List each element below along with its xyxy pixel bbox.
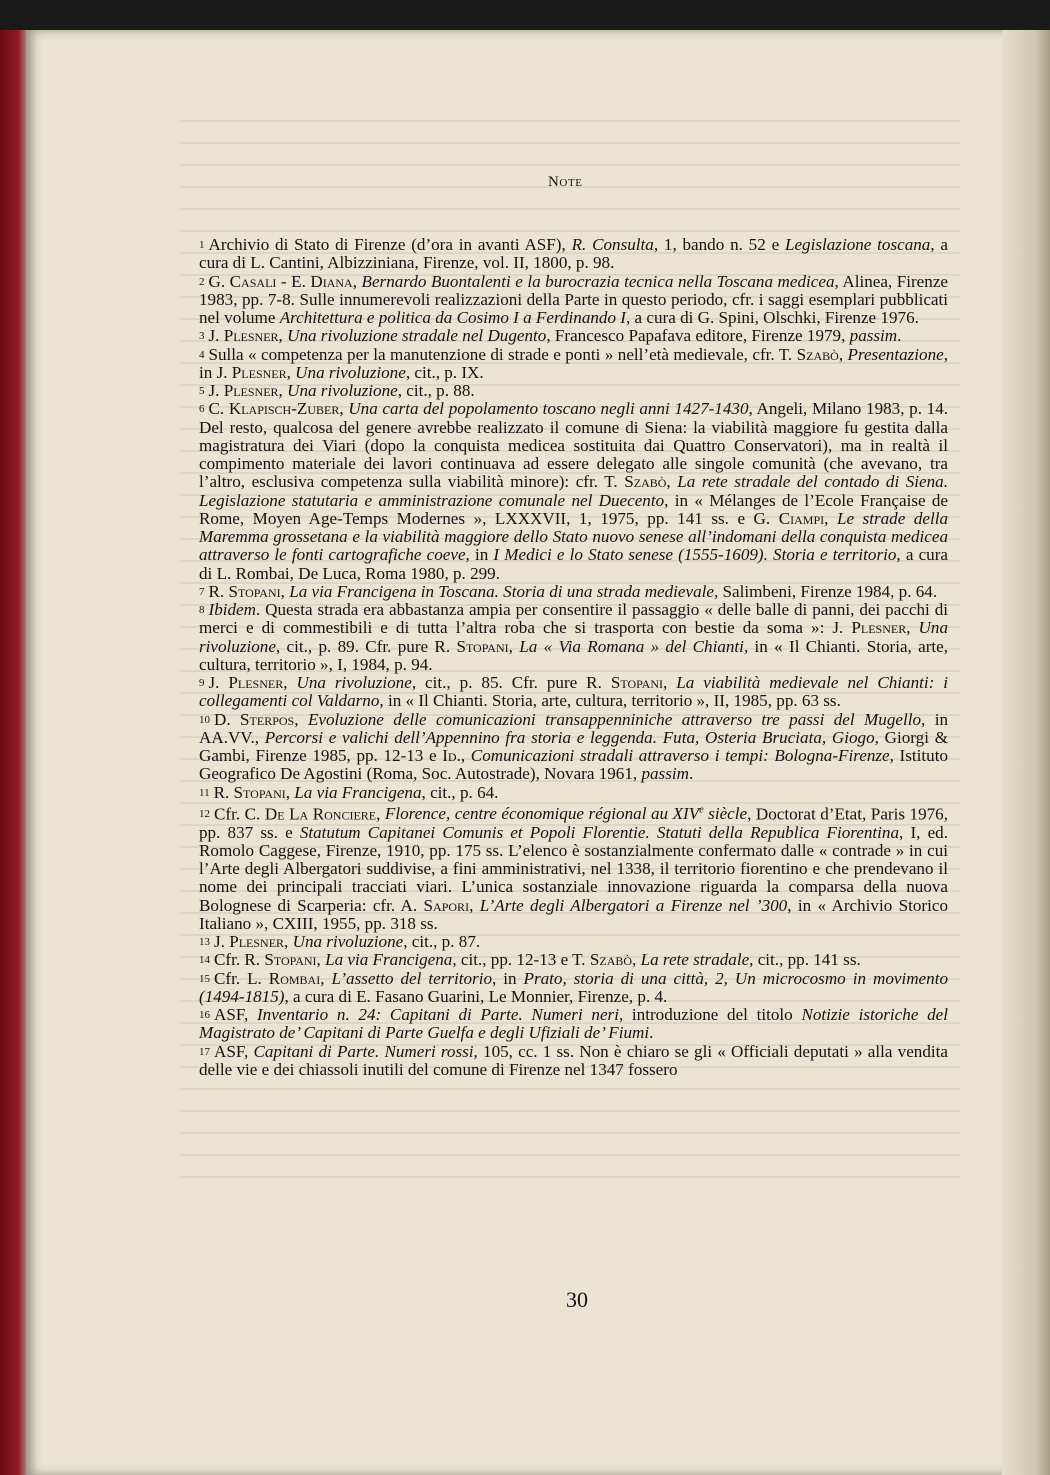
footnote-number: 4 bbox=[199, 348, 205, 361]
footnote-number: 14 bbox=[199, 954, 210, 967]
footnote-text: R. Stopani, La via Francigena, cit., p. 64. bbox=[213, 782, 499, 802]
footnote-text: R. Stopani, La via Francigena in Toscana. Storia di una strada medievale, Salimbeni, Firenze 1984, p. 64. bbox=[208, 581, 938, 601]
footnote-number: 6 bbox=[199, 403, 205, 416]
footnote-text: Cfr. C. De La Ronciere, Florence, centre économique régional au XIVe siècle, Doctorat d’Etat, Paris 1976, pp. 837 ss. e Statutum Capitanei Comunis et Popoli Florentie. Statuti della Republica Fiorentina, I, ed. Romolo Caggese, Firenze, 1910, pp. 175 ss. L’elenco è sostanzialmente confermato dalle « contrade » in cui l’Arte degli Albergatori suddivise, a fini amministrativi, nel 1338, il territorio fiorentino e che prendevano il nome dei principali tracciati viari. L’unica sostanziale innovazione riguarda la comparsa della nuova Bolognese di Scarperia: cfr. A. Sapori, L’Arte degli Albergatori a Firenze nel ’300, in « Archivio Storico Italiano », CXIII, 1955, pp. 318 ss. bbox=[199, 804, 949, 933]
footnote-number: 3 bbox=[199, 330, 205, 343]
footnote-number: 13 bbox=[199, 936, 210, 949]
footnote bbox=[199, 674, 948, 711]
footnote bbox=[199, 1006, 948, 1043]
footnote-text: C. Klapisch-Zuber, Una carta del popolamento toscano negli anni 1427-1430, Angeli, Milano 1983, p. 14. Del resto, qualcosa del genere avrebbe realizzato il comune di Siena: la viabilità maggiore fu gestita dalla magistratura dei Viari (dopo la conquista medicea sostituita dai Quattro Conservatori), ma in realtà il compimento materiale dei lavori continuava ad essere delegato alle singole comunità (che avevano, tra l’altro, esclusiva competenza sulla viabilità minore): cfr. T. Szabò, La rete stradale del contado di Siena. Legislazione statutaria e amministrazione comunale nel Duecento, in « Mélanges de l’Ecole Française de Rome, Moyen Age-Temps Modernes », LXXXVII, 1, 1975, pp. 141 ss. e G. Ciampi, Le strade della Maremma grossetana e la viabilità maggiore dello Stato nuovo senese all’indomani della conquista medicea attraverso le fonti cartografiche coeve, in I Medici e lo Stato senese (1555-1609). Storia e territorio, a cura di L. Rombai, De Luca, Roma 1980, p. 299. bbox=[199, 399, 949, 583]
footnote bbox=[199, 400, 948, 583]
footnote-text: Ibidem. Questa strada era abbastanza ampia per consentire il passaggio « delle balle di panni, dei pacchi di merci e di commestibili e di tutta l’altra roba che si trasporta con bestie da soma »: J. Plesner, Una rivoluzione, cit., p. 89. Cfr. pure R. Stopani, La « Via Romana » del Chianti, in « Il Chianti. Storia, arte, cultura, territorio », I, 1984, p. 94. bbox=[199, 600, 949, 674]
footnote-number: 5 bbox=[199, 385, 205, 397]
footnote-number: 2 bbox=[199, 275, 205, 288]
footnote bbox=[199, 273, 948, 328]
footnote bbox=[199, 601, 948, 674]
footnote-text: J. Plesner, Una rivoluzione, cit., p. 87. bbox=[214, 932, 481, 952]
footnote-text: Archivio di Stato di Firenze (d’ora in avanti ASF), R. Consulta, 1, bando n. 52 e Legislazione toscana, a cura di L. Cantini, Albizziniana, Firenze, vol. II, 1800, p. 98. bbox=[199, 235, 948, 273]
footnote-number: 15 bbox=[199, 972, 210, 985]
footnote-text: J. Plesner, Una rivoluzione stradale nel Dugento, Francesco Papafava editore, Firenze 1979, passim. bbox=[208, 326, 902, 346]
footnote-number: 16 bbox=[199, 1009, 210, 1022]
footnote bbox=[199, 346, 948, 383]
footnote bbox=[199, 784, 948, 802]
footnote-text: G. Casali - E. Diana, Bernardo Buontalenti e la burocrazia tecnica nella Toscana medicea, Alinea, Firenze 1983, pp. 7-8. Sulle innumerevoli realizzazioni della Parte in questo periodo, cfr. i saggi esemplari pubblicati nel volume Architettura e politica da Cosimo I a Ferdinando I, a cura di G. Spini, Olschki, Firenze 1976. bbox=[199, 271, 948, 327]
footnote-number: 1 bbox=[199, 239, 205, 251]
footnote-text: J. Plesner, Una rivoluzione, cit., p. 88. bbox=[208, 381, 475, 400]
footnote bbox=[199, 583, 948, 601]
footnote bbox=[199, 382, 948, 400]
footnote-number: 11 bbox=[199, 786, 210, 799]
footnote-number: 17 bbox=[199, 1045, 210, 1058]
footnote-text: Cfr. R. Stopani, La via Francigena, cit., pp. 12-13 e T. Szabò, La rete stradale, cit., pp. 141 ss. bbox=[214, 950, 861, 970]
footnote bbox=[199, 933, 948, 951]
footnote bbox=[199, 970, 948, 1007]
footnote-number: 12 bbox=[199, 808, 210, 821]
footnote-number: 7 bbox=[199, 585, 205, 598]
footnote bbox=[199, 327, 948, 345]
page-number: 30 bbox=[566, 1287, 588, 1312]
notes-heading: Note bbox=[548, 174, 583, 190]
footnote-text: Cfr. L. Rombai, L’assetto del territorio, in Prato, storia di una città, 2, Un microcosmo in movimento (1494-1815), a cura di E. Fasano Guarini, Le Monnier, Firenze, p. 4. bbox=[199, 968, 948, 1006]
footnote bbox=[199, 951, 948, 969]
footnote-text: ASF, Capitani di Parte. Numeri rossi, 105, cc. 1 ss. Non è chiaro se gli « Officiali deputati » alla vendita delle vie e dei chiassoli inutili del comune di Firenze nel 1347 fossero bbox=[199, 1041, 948, 1079]
footnote bbox=[199, 711, 948, 784]
page-fore-edge bbox=[1002, 30, 1050, 1475]
footnote-text: J. Plesner, Una rivoluzione, cit., p. 85. Cfr. pure R. Stopani, La viabilità medievale nel Chianti: i collegamenti col Valdarno, in « Il Chianti. Storia, arte, cultura, territorio », II, 1985, pp. 63 ss. bbox=[199, 673, 949, 711]
footnote-number: 10 bbox=[199, 713, 210, 726]
footnotes-list bbox=[199, 236, 948, 1079]
footnote-number: 8 bbox=[199, 604, 205, 616]
footnote-text: ASF, Inventario n. 24: Capitani di Parte. Numeri neri, introduzione del titolo Notizie istoriche del Magistrato de’ Capitani di Parte Guelfa e degli Ufiziali de’ Fiumi. bbox=[199, 1005, 948, 1043]
footnote bbox=[199, 1043, 948, 1080]
footnote-text: D. Sterpos, Evoluzione delle comunicazioni transappenniniche attraverso tre passi del Mugello, in AA.VV., Percorsi e valichi dell’Appennino fra storia e leggenda. Futa, Osteria Bruciata, Giogo, Giorgi & Gambi, Firenze 1985, pp. 12-13 e Id., Comunicazioni stradali attraverso i tempi: Bologna-Firenze, Istituto Geografico De Agostini (Roma, Soc. Autostrade), Novara 1961, passim. bbox=[199, 709, 949, 784]
footnote bbox=[199, 802, 948, 933]
footnote bbox=[199, 236, 948, 273]
footnote-text: Sulla « competenza per la manutenzione di strade e ponti » nell’età medievale, cfr. T. Szabò, Presentazione, in J. Plesner, Una rivoluzione, cit., p. IX. bbox=[199, 344, 948, 382]
footnote-number: 9 bbox=[199, 677, 205, 689]
